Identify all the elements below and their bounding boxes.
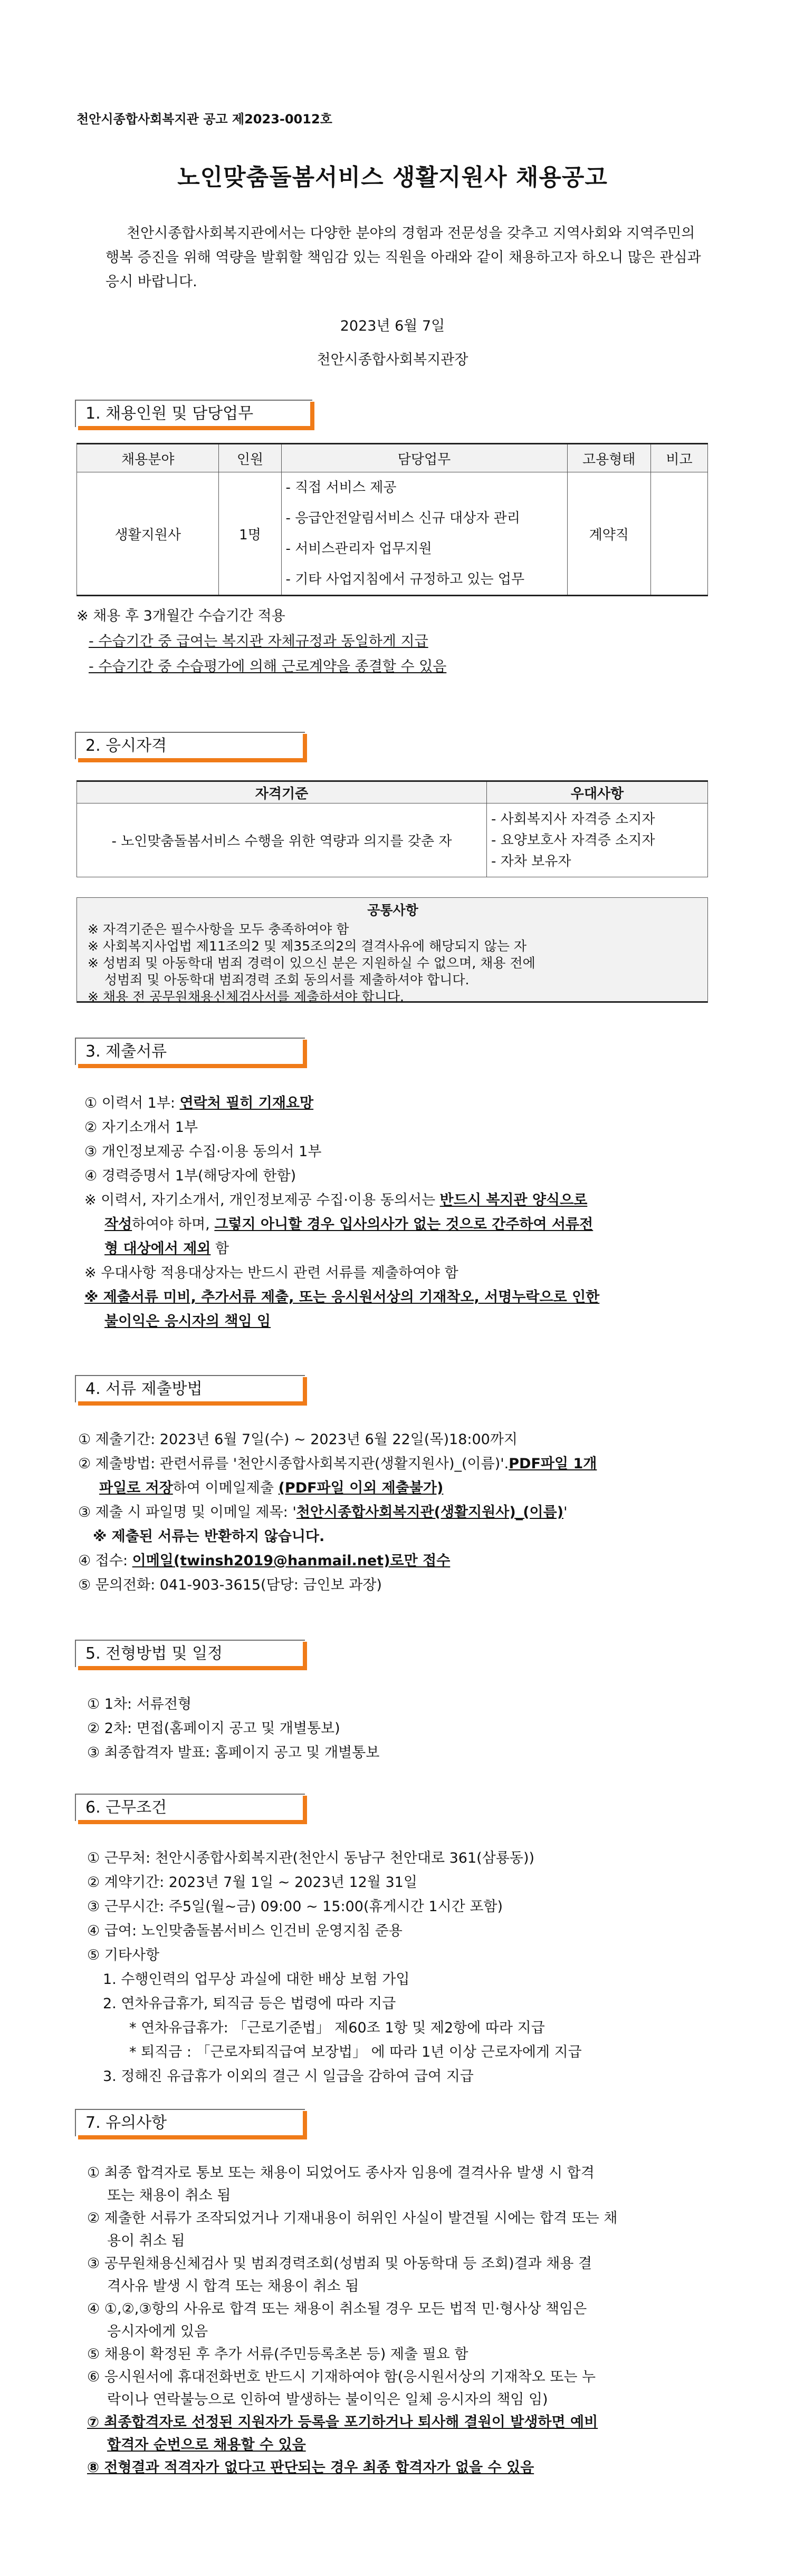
documents-list	[84, 1091, 707, 1334]
common-requirements	[76, 897, 708, 1003]
section-2-title: 2. 응시자격	[75, 732, 305, 759]
list-item: ④ 경력증명서 1부(해당자에 한함)	[84, 1168, 296, 1184]
list-item: 격사유 발생 시 합격 또는 채용이 취소 됨	[107, 2278, 359, 2294]
duty-item: - 서비스관리자 업무지원	[285, 541, 432, 557]
list-item: 2. 연차유급휴가, 퇴직금 등은 법령에 따라 지급	[103, 1996, 396, 2012]
common-item: 성범죄 및 아동학대 범죄경력 조회 동의서를 제출하셔야 합니다.	[104, 972, 470, 987]
list-item: 1. 수행인력의 업무상 과실에 대한 배상 보험 가입	[103, 1971, 410, 1988]
common-title: 공통사항	[367, 903, 418, 918]
list-item: 합격자 순번으로 채용할 수 있음	[107, 2437, 306, 2453]
list-item: 락이나 연락불능으로 인하여 발생하는 불이익은 일체 응시자의 책임 임)	[107, 2391, 548, 2408]
duty-item: - 응급안전알림서비스 신규 대상자 관리	[285, 510, 520, 526]
cell-count: 1명	[219, 472, 281, 596]
list-item: 응시자에게 있음	[107, 2323, 208, 2340]
col-basic-criteria: 자격기준	[77, 781, 487, 803]
conditions-list	[87, 1846, 582, 2089]
list-item: ② 제출방법: 관련서류를 '천안시종합사회복지관(생활지원사)_(이름)'.PDF파일 1개	[78, 1456, 597, 1472]
notice-number: 천안시종합사회복지관 공고 제2023-0012호	[76, 112, 332, 127]
section-6-title: 6. 근무조건	[75, 1794, 305, 1821]
preference-list	[487, 803, 708, 877]
duty-item: - 기타 사업지침에서 규정하고 있는 업무	[285, 572, 525, 587]
selection-list	[87, 1692, 379, 1765]
list-item: ⑤ 채용이 확정된 후 추가 서류(주민등록초본 등) 제출 필요 함	[87, 2346, 468, 2362]
table-row	[77, 803, 708, 877]
list-item: ⑥ 응시원서에 휴대전화번호 반드시 기재하여야 함(응시원서상의 기재착오 또는 누	[87, 2369, 596, 2385]
issuer: 천안시종합사회복지관장	[317, 352, 468, 368]
preference-item: - 자차 보유자	[491, 853, 571, 869]
section-4-title: 4. 서류 제출방법	[75, 1375, 305, 1402]
cell-field: 생활지원사	[77, 472, 219, 596]
list-item: ※ 우대사항 적용대상자는 반드시 관련 서류를 제출하여야 함	[84, 1265, 458, 1281]
list-item: * 연차유급휴가: 「근로기준법」 제60조 1항 및 제2항에 따라 지급	[129, 2020, 545, 2036]
common-item: ※ 채용 전 공무원채용신체검사서를 제출하셔야 합니다.	[88, 989, 404, 1004]
common-item: ※ 성범죄 및 아동학대 범죄 경력이 있으신 분은 지원하실 수 없으며, 채용 전에	[88, 955, 535, 971]
page-title: 노인맞춤돌봄서비스 생활지원사 채용공고	[177, 164, 608, 191]
list-item: ④ ①,②,③항의 사유로 합격 또는 채용이 취소될 경우 모든 법적 민·형사상 책임은	[87, 2301, 587, 2317]
list-item: 파일로 저장하여 이메일제출 (PDF파일 이외 제출불가)	[99, 1480, 444, 1496]
preference-item: - 요양보호사 자격증 소지자	[491, 832, 655, 848]
positions-table	[76, 443, 708, 596]
col-field: 채용분야	[77, 444, 219, 472]
list-item: ① 제출기간: 2023년 6월 7일(수) ~ 2023년 6월 22일(목)18:00까지	[78, 1431, 518, 1448]
list-item: ③ 공무원채용신체검사 및 범죄경력조회(성범죄 및 아동학대 등 조회)결과 채용 결	[87, 2255, 592, 2272]
section-5-title: 5. 전형방법 및 일정	[75, 1640, 305, 1667]
precautions-list	[87, 2162, 710, 2479]
qualification-table	[76, 780, 708, 877]
list-item: 불이익은 응시자의 책임 임	[104, 1313, 271, 1330]
list-item: ⑦ 최종합격자로 선정된 지원자가 등록을 포기하거나 퇴사해 결원이 발생하면 예비	[87, 2414, 598, 2430]
list-item: ⑧ 전형결과 적격자가 없다고 판단되는 경우 최종 합격자가 없을 수 있음	[87, 2459, 534, 2476]
cell-duties	[281, 472, 567, 596]
list-item: ※ 이력서, 자기소개서, 개인정보제공 수집·이용 동의서는 반드시 복지관 양식으로	[84, 1192, 588, 1208]
list-item: 작성하여야 하며, 그렇지 아니할 경우 입사의사가 없는 것으로 간주하여 서류전	[104, 1216, 593, 1233]
list-item: 형 대상에서 제외 함	[104, 1241, 229, 1257]
submission-list	[78, 1428, 706, 1597]
list-item: ② 자기소개서 1부	[84, 1119, 198, 1136]
cell-type: 계약직	[567, 472, 650, 596]
notice-date: 2023년 6월 7일	[340, 318, 445, 334]
list-item: ④ 접수: 이메일(twinsh2019@hanmail.net)로만 접수	[78, 1553, 451, 1569]
list-item: ① 최종 합격자로 통보 또는 채용이 되었어도 종사자 임용에 결격사유 발생 시 합격	[87, 2165, 595, 2181]
list-item: 또는 채용이 취소 됨	[107, 2187, 231, 2204]
list-item: ③ 개인정보제공 수집·이용 동의서 1부	[84, 1144, 322, 1160]
probation-note-termination: - 수습기간 중 수습평가에 의해 근로계약을 종결할 수 있음	[89, 658, 447, 675]
list-item: ④ 급여: 노인맞춤돌봄서비스 인건비 운영지침 준용	[87, 1923, 403, 1939]
list-item: ※ 제출서류 미비, 추가서류 제출, 또는 응시원서상의 기재착오, 서명누락으로 인한	[84, 1289, 600, 1305]
list-item: ⑤ 기타사항	[87, 1947, 160, 1963]
list-item: ※ 제출된 서류는 반환하지 않습니다.	[93, 1528, 325, 1545]
probation-note: ※ 채용 후 3개월간 수습기간 적용	[76, 608, 285, 624]
common-item: ※ 사회복지사업법 제11조의2 및 제35조의2의 결격사유에 해당되지 않는 자	[88, 938, 527, 954]
col-duties: 담당업무	[281, 444, 567, 472]
list-item: 용이 취소 됨	[107, 2233, 185, 2249]
cell-remark	[650, 472, 707, 596]
section-7-title: 7. 유의사항	[75, 2109, 305, 2136]
probation-note-pay: - 수습기간 중 급여는 복지관 자체규정과 동일하게 지급	[89, 633, 428, 650]
common-item: ※ 자격기준은 필수사항을 모두 충족하여야 함	[88, 922, 349, 937]
preference-item: - 사회복지사 자격증 소지자	[491, 811, 655, 827]
list-item: ③ 최종합격자 발표: 홈페이지 공고 및 개별통보	[87, 1745, 380, 1761]
list-item: ① 근무처: 천안시종합사회복지관(천안시 동남구 천안대로 361(삼룡동))	[87, 1850, 535, 1866]
section-3-title: 3. 제출서류	[75, 1038, 305, 1065]
list-item: * 퇴직금 : 「근로자퇴직급여 보장법」 에 따라 1년 이상 근로자에게 지급	[129, 2044, 582, 2060]
col-type: 고용형태	[567, 444, 650, 472]
duty-item: - 직접 서비스 제공	[285, 480, 397, 496]
col-count: 인원	[219, 444, 281, 472]
list-item: ① 1차: 서류전형	[87, 1696, 192, 1712]
list-item: ③ 근무시간: 주5일(월~금) 09:00 ~ 15:00(휴게시간 1시간 포함)	[87, 1899, 503, 1915]
table-row	[77, 472, 708, 596]
list-item: ② 제출한 서류가 조작되었거나 기재내용이 허위인 사실이 발견될 시에는 합격 또는 채	[87, 2210, 618, 2226]
list-item: ② 2차: 면접(홈페이지 공고 및 개별통보)	[87, 1720, 340, 1737]
list-item: ① 이력서 1부: 연락처 필히 기재요망	[84, 1095, 314, 1111]
list-item: ⑤ 문의전화: 041-903-3615(담당: 금인보 과장)	[78, 1577, 382, 1593]
basic-criteria: - 노인맞춤돌봄서비스 수행을 위한 역량과 의지를 갖춘 자	[77, 803, 487, 877]
list-item: ③ 제출 시 파일명 및 이메일 제목: '천안시종합사회복지관(생활지원사)_(이름)'	[78, 1504, 568, 1521]
intro-paragraph: 천안시종합사회복지관에서는 다양한 분야의 경험과 전문성을 갖추고 지역사회와 지역주민의 행복 증진을 위해 역량을 발휘할 책임감 있는 직원을 아래와 같이 채용하고자 하오니 많은 관심과 응시 바랍니다.	[106, 225, 701, 290]
section-1-title: 1. 채용인원 및 담당업무	[75, 400, 312, 427]
list-item: 3. 정해진 유급휴가 이외의 결근 시 일급을 감하여 급여 지급	[103, 2068, 474, 2085]
col-preference: 우대사항	[487, 781, 708, 803]
col-remark: 비고	[650, 444, 707, 472]
list-item: ② 계약기간: 2023년 7월 1일 ~ 2023년 12월 31일	[87, 1874, 417, 1891]
email-address: 이메일(twinsh2019@hanmail.net)로만 접수	[132, 1553, 451, 1569]
